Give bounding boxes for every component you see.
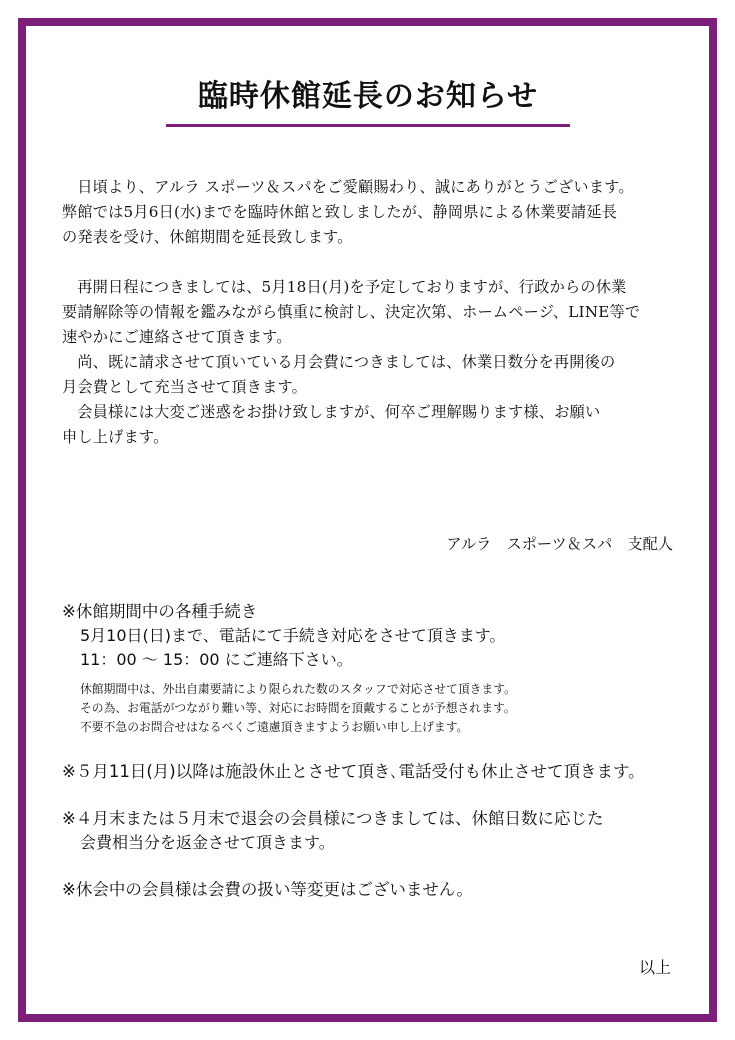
notes-gap <box>62 672 682 680</box>
notes-section <box>62 600 682 902</box>
paragraph-line: 尚、既に請求させて頂いている月会費につきましては、休業日数分を再開後の <box>77 353 616 371</box>
procedure-heading: ※休館期間中の各種手続き <box>62 602 258 621</box>
closing-text: 以上 <box>638 958 671 977</box>
suspended-members-notice: ※休会中の会員様は会費の扱い等変更はございません。 <box>62 880 473 899</box>
paragraph-line: 日頃より、アルラ スポーツ＆スパをご愛顧賜わり、誠にありがとうございます。 <box>77 178 634 196</box>
paragraph-line: 弊館では5月6日(水)までを臨時休館と致しましたが、静岡県による休業要請延長 <box>62 203 618 221</box>
closure-notice: ※５月11日(月)以降は施設休止とさせて頂き､電話受付も休止させて頂きます。 <box>62 762 645 781</box>
procedure-line: 5月10日(日)まで、電話にて手続き対応をさせて頂きます。 <box>80 626 506 645</box>
page-title: 臨時休館延長のお知らせ <box>197 79 539 114</box>
procedure-small-line: 不要不急のお問合せはなるべくご遠慮頂きますようお願い申し上げます。 <box>80 720 469 734</box>
refund-notice-continued: 会費相当分を返金させて頂きます。 <box>80 833 335 852</box>
procedure-small-line: 休館期間中は、外出自粛要請により限られた数のスタッフで対応させて頂きます。 <box>80 682 516 696</box>
paragraph-line: 月会費として充当させて頂きます。 <box>62 378 307 396</box>
title-block <box>166 78 570 116</box>
notes-gap <box>62 737 682 760</box>
notes-gap <box>62 784 682 807</box>
paragraph-line: 速やかにご連絡させて頂きます。 <box>62 328 292 346</box>
procedure-small-line: その為、お電話がつながり難い等、対応にお時間を頂戴することが予想されます。 <box>80 701 516 715</box>
paragraph-apology <box>62 400 674 450</box>
procedure-hours: 11：00 〜 15：00 にご連絡下さい。 <box>80 650 353 669</box>
paragraph-line: の発表を受け、休館期間を延長致します。 <box>62 228 353 246</box>
notice-body <box>62 175 674 450</box>
paragraph-reopening <box>62 275 674 350</box>
refund-notice: ※４月末または５月末で退会の会員様につきましては、休館日数に応じた <box>62 809 604 828</box>
title-underline <box>166 124 570 127</box>
paragraph-gap <box>62 250 674 275</box>
paragraph-line: 申し上げます。 <box>62 428 169 446</box>
paragraph-line: 再開日程につきましては、5月18日(月)を予定しておりますが、行政からの休業 <box>77 278 627 296</box>
paragraph-line: 要請解除等の情報を鑑みながら慎重に検討し、決定次第、ホームページ、LINE等で <box>62 303 641 321</box>
signature: アルラ スポーツ＆スパ 支配人 <box>446 535 673 553</box>
paragraph-membership-fee <box>62 350 674 400</box>
paragraph-line: 会員様には大変ご迷惑をお掛け致しますが、何卒ご理解賜ります様、お願い <box>77 403 601 421</box>
notes-gap <box>62 855 682 878</box>
paragraph-greeting <box>62 175 674 250</box>
